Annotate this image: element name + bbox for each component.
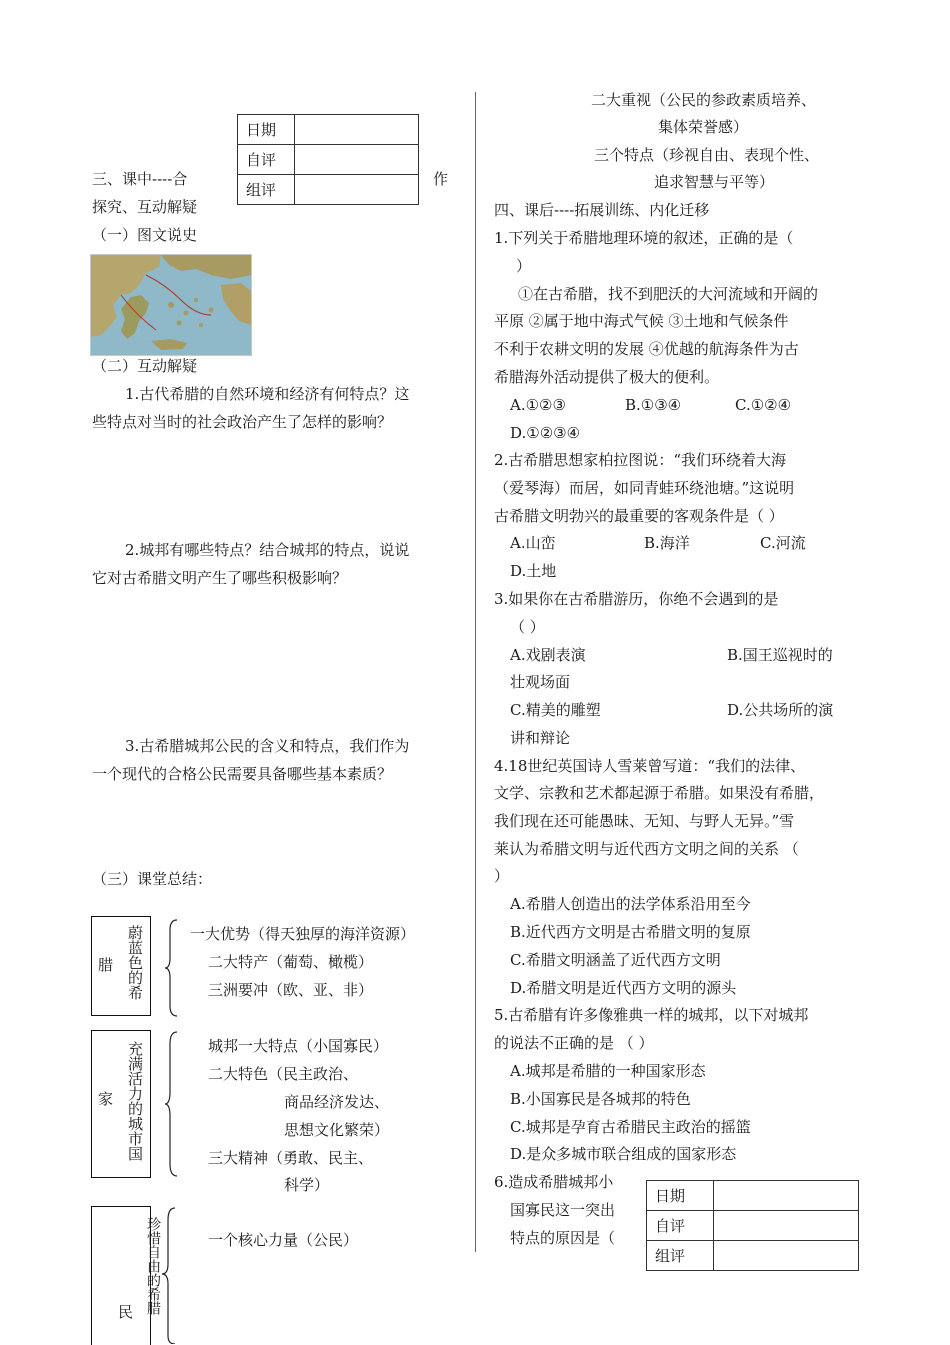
summary-box-city-state [91,1030,151,1178]
brace-2 [164,1030,180,1178]
right-top-line2: 集体荣誉感） [658,118,749,136]
r-q2-line2: （爱琴海）而居，如同青蛙环绕池塘。”这说明 [494,479,795,497]
r-q4-line2: 文学、宗教和艺术都起源于希腊。如果没有希腊， [494,784,825,802]
summary-box-greece-side: 腊 [98,956,114,974]
r-q2-option-a[interactable]: A.山峦 [510,534,556,552]
self-eval-table-top [237,114,419,205]
r-q6-line1: 6.造成希腊城邦小 [494,1173,614,1191]
column-divider [475,92,476,1252]
r-q4-option-a[interactable]: A.希腊人创造出的法学体系沿用至今 [510,895,751,913]
eval2-date-label: 日期 [647,1181,714,1211]
section3-heading: 三、课中----合 [92,170,188,188]
r-q1-option-c[interactable]: C.①②④ [735,396,792,414]
eval2-self-label: 自评 [647,1211,714,1241]
r-q4-option-d[interactable]: D.希腊文明是近代西方文明的源头 [510,979,737,997]
eval-self-field[interactable] [295,145,419,175]
r-q2-option-d[interactable]: D.土地 [510,562,557,580]
question2-line2: 它对古希腊文明产生了哪些积极影响？ [92,569,348,587]
summary-box-citizens-item-1: 一个核心力量（公民） [208,1231,359,1249]
question3-line1: 3.古希腊城邦公民的含义和特点，我们作为 [125,737,410,755]
summary-box-city-state-item-6: 科学） [284,1176,330,1194]
part2-heading: （二）互动解疑 [92,357,198,375]
summary-box-city-state-item-4: 思想文化繁荣） [284,1121,390,1139]
summary-box-citizens-title: 珍惜自由的希腊 [145,1217,161,1315]
r-q3-line1: 3.如果你在古希腊游历，你绝不会遇到的是 [494,590,779,608]
summary-box-citizens [91,1206,161,1345]
r-q4-line5: ） [494,867,510,885]
r-q5-option-b[interactable]: B.小国寡民是各城邦的特色 [510,1090,691,1108]
summary-box-city-state-title: 充满活力的城市国 [126,1041,144,1161]
brace-3 [160,1206,178,1344]
summary-box-greece-title: 蔚蓝色的希 [126,925,144,1000]
r-q3-option-d[interactable]: D.公共场所的演 [727,701,834,719]
r-q1-line3: ①在古希腊，找不到肥沃的大河流域和开阔的 [518,285,819,303]
greece-map-svg [91,255,251,355]
r-q5-option-d[interactable]: D.是众多城市联合组成的国家形态 [510,1145,737,1163]
r-q6-line2: 国寡民这一突出 [510,1201,616,1219]
eval-group-field[interactable] [295,175,419,205]
eval-self-label: 自评 [238,145,295,175]
r-q1-option-a[interactable]: A.①②③ [510,396,566,414]
part1-heading: （一）图文说史 [92,226,198,244]
section3-heading-cont: 探究、互动解疑 [92,198,198,216]
summary-box-greece-item-3: 三洲要冲（欧、亚、非） [208,981,374,999]
eval2-date-field[interactable] [714,1181,859,1211]
r-q4-line3: 我们现在还可能愚昧、无知、与野人无异。”雪 [494,812,795,830]
r-q3-option-c[interactable]: C.精美的雕塑 [510,701,601,719]
summary-box-city-state-item-1: 城邦一大特点（小国寡民） [208,1037,389,1055]
r-q4-line1: 4.18世纪英国诗人雪莱曾写道：“我们的法律、 [494,757,806,775]
part3-heading: （三）课堂总结： [92,870,213,888]
r-q3-line2: （ ） [510,618,545,636]
section4-heading: 四、课后----拓展训练、内化迁移 [494,201,710,219]
r-q1-line6: 希腊海外活动提供了极大的便利。 [494,368,720,386]
summary-box-greece-item-2: 二大特产（葡萄、橄榄） [208,953,374,971]
r-q1-option-d[interactable]: D.①②③④ [510,424,581,442]
r-q1-line5: 不利于农耕文明的发展 ④优越的航海条件为古 [494,340,799,358]
section3-heading-end: 作 [433,170,449,188]
r-q2-line1: 2.古希腊思想家柏拉图说：“我们环绕着大海 [494,451,786,469]
r-q5-line2: 的说法不正确的是 （ ） [494,1034,654,1052]
self-eval-table-bottom [646,1180,859,1271]
eval-group-label: 组评 [238,175,295,205]
question1-line2: 些特点对当时的社会政治产生了怎样的影响？ [92,413,393,431]
r-q2-option-b[interactable]: B.海洋 [644,534,690,552]
summary-box-city-state-item-3: 商品经济发达、 [284,1093,390,1111]
eval-date-label: 日期 [238,115,295,145]
r-q1-line2: ） [516,257,532,275]
r-q4-option-c[interactable]: C.希腊文明涵盖了近代西方文明 [510,951,721,969]
r-q5-line1: 5.古希腊有许多像雅典一样的城邦，以下对城邦 [494,1006,809,1024]
r-q6-line3: 特点的原因是（ [510,1229,616,1247]
summary-box-citizens-side: 民 [118,1303,134,1321]
question2-line1: 2.城邦有哪些特点？结合城邦的特点，说说 [125,541,410,559]
r-q3-option-d-cont: 讲和辩论 [510,729,571,747]
r-q3-option-a[interactable]: A.戏剧表演 [510,646,586,664]
summary-box-city-state-item-5: 三大精神（勇敢、民主、 [208,1149,374,1167]
brace-1 [164,918,180,1018]
right-top-line4: 追求智慧与平等） [654,173,775,191]
r-q3-option-b-cont: 壮观场面 [510,673,571,691]
eval2-group-label: 组评 [647,1241,714,1271]
question1-line1: 1.古代希腊的自然环境和经济有何特点？这 [125,385,410,403]
r-q1-line4: 平原 ②属于地中海式气候 ③土地和气候条件 [494,312,789,330]
r-q2-option-c[interactable]: C.河流 [760,534,806,552]
greece-map-image [90,254,252,356]
question3-line2: 一个现代的合格公民需要具备哪些基本素质？ [92,765,393,783]
r-q5-option-c[interactable]: C.城邦是孕育古希腊民主政治的摇篮 [510,1118,751,1136]
eval2-group-field[interactable] [714,1241,859,1271]
eval2-self-field[interactable] [714,1211,859,1241]
r-q5-option-a[interactable]: A.城邦是希腊的一种国家形态 [510,1062,706,1080]
summary-box-greece-item-1: 一大优势（得天独厚的海洋资源） [190,925,416,943]
summary-box-city-state-item-2: 二大特色（民主政治、 [208,1065,359,1083]
r-q4-option-b[interactable]: B.近代西方文明是古希腊文明的复原 [510,923,751,941]
r-q3-option-b[interactable]: B.国王巡视时的 [727,646,833,664]
r-q1-option-b[interactable]: B.①③④ [625,396,682,414]
r-q2-line3: 古希腊文明勃兴的最重要的客观条件是（ ） [494,507,784,525]
summary-box-city-state-side: 家 [98,1090,114,1108]
r-q1-line1: 1.下列关于希腊地理环境的叙述，正确的是（ [494,229,794,247]
right-top-line3: 三个特点（珍视自由、表现个性、 [594,146,820,164]
summary-box-greece [91,916,151,1016]
right-top-line1: 二大重视（公民的参政素质培养、 [591,91,817,109]
r-q4-line4: 莱认为希腊文明与近代西方文明之间的关系 （ [494,840,799,858]
eval-date-field[interactable] [295,115,419,145]
